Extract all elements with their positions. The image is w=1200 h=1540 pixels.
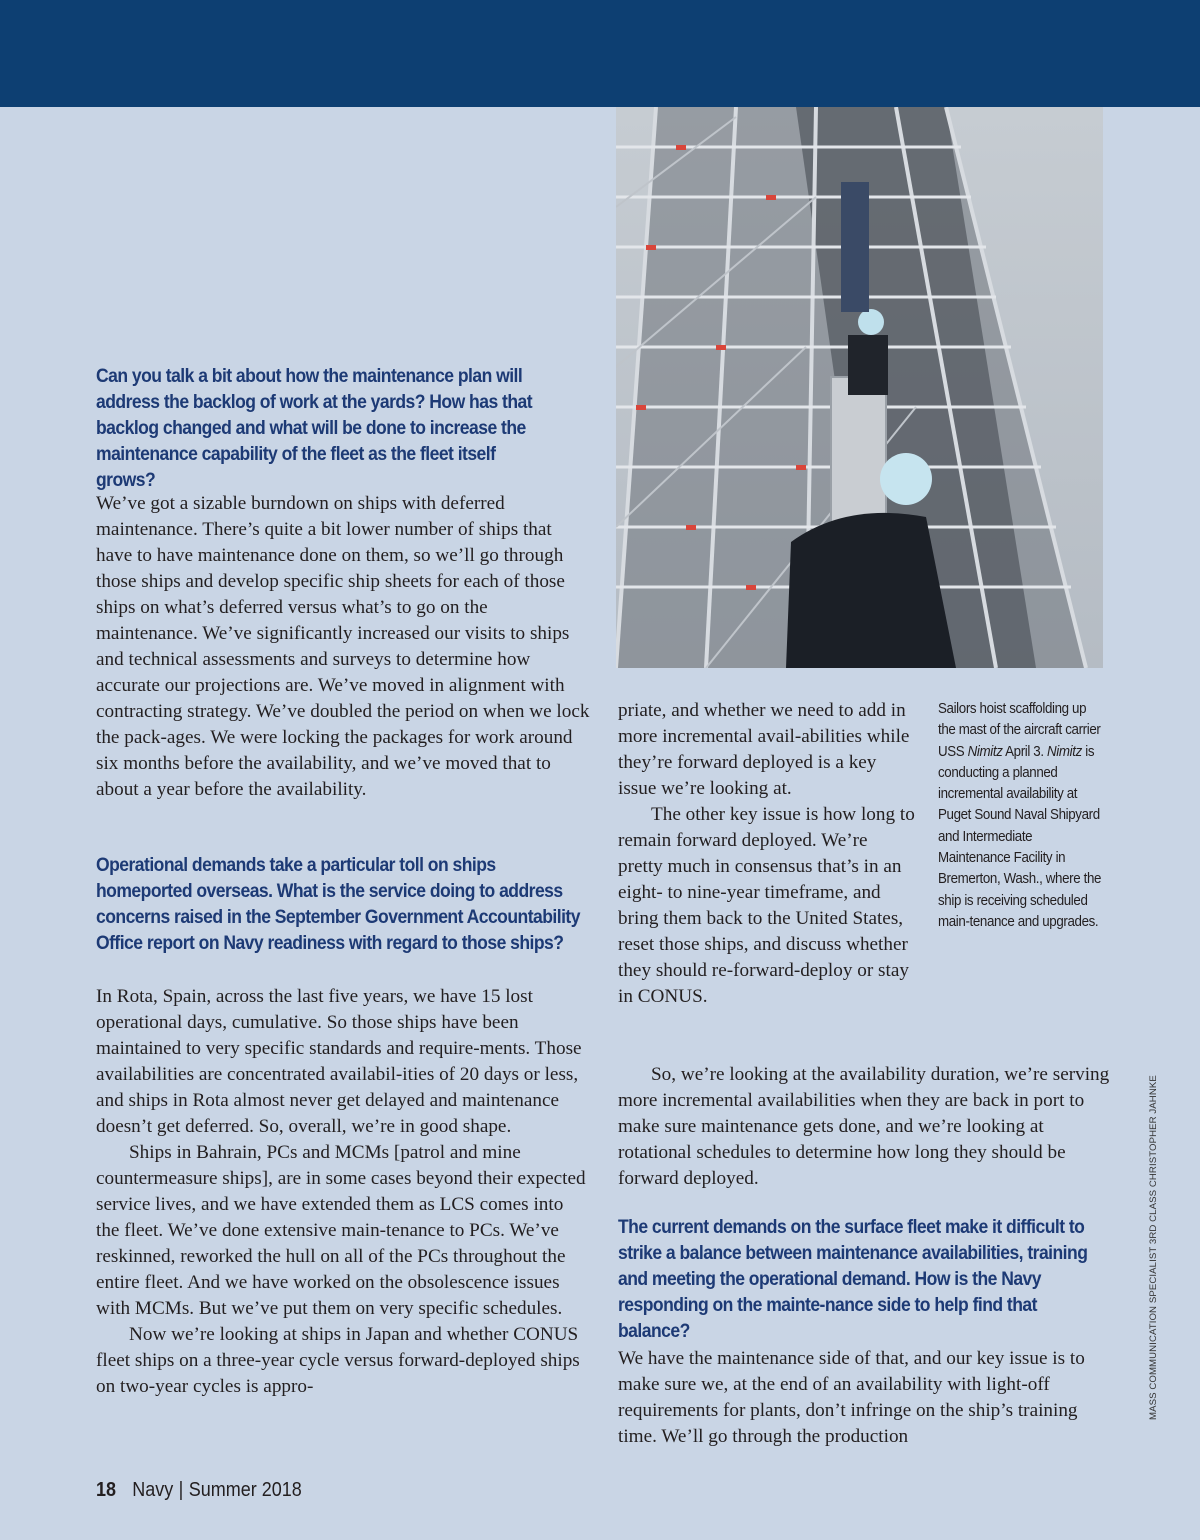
answer-maintenance-backlog	[96, 491, 590, 803]
answer-overseas-readiness-col2-wide	[618, 1062, 1113, 1192]
paragraph: Now we’re looking at ships in Japan and whether CONUS fleet ships on a three-year cycle versus forward-deployed ships on two-year cycles is appro-	[96, 1324, 580, 1397]
paragraph: The other key issue is how long to remain forward deployed. We’re pretty much in consensus that’s in an eight- to nine-year timeframe, and bring them back to the United States, reset those ships, and discuss whether they should re-forward-deploy or stay in CONUS.	[618, 804, 915, 1007]
publication-name: Navy	[132, 1479, 174, 1501]
scaffolding-photo	[616, 107, 1103, 668]
caption-text: April 3.	[1002, 743, 1048, 760]
answer-surface-fleet-balance	[618, 1346, 1113, 1450]
paragraph: Ships in Bahrain, PCs and MCMs [patrol and mine countermeasure ships], are in some cases beyond their expected service lives, and we have extended them as LCS comes into the fleet. We’ve done extensive main-tenance to PCs. We’ve reskinned, reworked the hull on all of the PCs throughout the entire fleet. And we have worked on the obsolescence issues with MCMs. But we’ve put them on very specific schedules.	[96, 1142, 586, 1319]
ship-name: Nimitz	[967, 743, 1003, 760]
question-overseas-readiness: Operational demands take a particular toll on ships homeported overseas. What is the service doing to address concerns raised in the September Government Accountability Office report on Navy readiness with regard to those ships?	[96, 854, 580, 954]
photo-credit: MASS COMMUNICATION SPECIALIST 3RD CLASS CHRISTOPHER JAHNKE	[1148, 1075, 1159, 1420]
question-surface-fleet-balance: The current demands on the surface fleet make it difficult to strike a balance between maintenance availabilities, training and meeting the operational demand. How is the Navy responding on the mainte-nance side to help find that balance?	[618, 1216, 1088, 1342]
photo-caption	[938, 699, 1104, 933]
question-maintenance-backlog: Can you talk a bit about how the maintenance plan will address the backlog of work at the yards? How has that backlog changed and what will be done to increase the maintenance capability of the fleet as the fleet itself grows?	[96, 365, 533, 491]
page-footer	[96, 1478, 302, 1502]
paragraph: So, we’re looking at the availability duration, we’re serving more incremental availabilities when they are back in port to make sure maintenance gets done, and we’re looking at rotational schedules to determine how long they should be forward deployed.	[618, 1064, 1110, 1189]
issue-date: Summer 2018	[188, 1479, 302, 1501]
ship-name: Nimitz	[1047, 743, 1082, 760]
paragraph: priate, and whether we need to add in more incremental avail-abilities while they’re forward deployed is a key issue we’re looking at.	[618, 700, 910, 799]
paragraph: In Rota, Spain, across the last five years, we have 15 lost operational days, cumulative. So those ships have been maintained to very specific standards and require-ments. Those availabilities are concentrated availabil-ities of 20 days or less, and ships in Rota almost never get delayed and maintenance doesn’t get deferred. So, overall, we’re in good shape.	[96, 986, 582, 1137]
answer-overseas-readiness-col2	[618, 698, 916, 1010]
answer-overseas-readiness-col1	[96, 984, 588, 1400]
scaffolding-illustration	[616, 107, 1103, 668]
caption-text: Sailors hoist scaffolding up the mast of the aircraft carrier USS	[938, 701, 1101, 760]
header-band	[0, 0, 1200, 107]
caption-text: is conducting a planned incremental availability at Puget Sound Naval Shipyard and Intermediate Maintenance Facility in Bremerton, Wash., where the ship is receiving scheduled main-tenance and upgrades.	[938, 743, 1102, 930]
paragraph: We’ve got a sizable burndown on ships with deferred maintenance. There’s quite a bit lower number of ships that have to have maintenance done on them, so we’ll go through those ships and develop specific ship sheets for each of those ships on what’s deferred versus what’s to go on the maintenance. We’ve significantly increased our visits to ships and technical assessments and surveys to determine how accurate our projections are. We’ve moved in alignment with contracting strategy. We’ve doubled the period on when we lock the pack-ages. We were locking the packages for work around six months before the availability, and we’ve moved that to about a year before the availability.	[96, 493, 590, 800]
paragraph: We have the maintenance side of that, and our key issue is to make sure we, at the end of an availability with light-off requirements for plants, don’t infringe on the ship’s training time. We’ll go through the production	[618, 1348, 1085, 1447]
footer-separator: |	[178, 1479, 184, 1501]
page-number: 18	[96, 1479, 117, 1501]
